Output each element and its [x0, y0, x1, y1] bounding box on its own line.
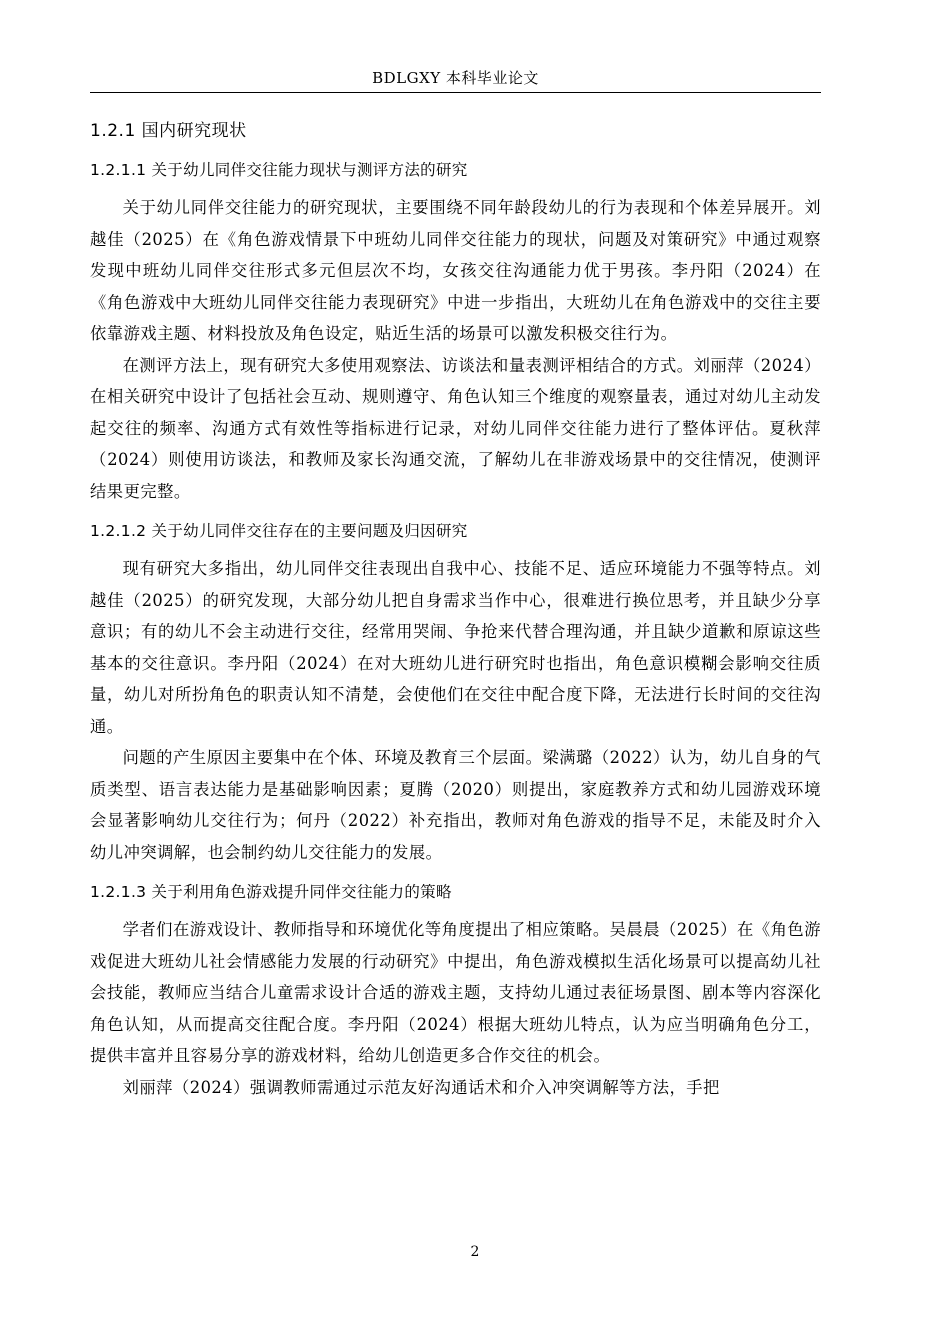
section-heading-1-2-1-3: 1.2.1.3 关于利用角色游戏提升同伴交往能力的策略	[90, 883, 452, 901]
header-divider	[90, 92, 821, 93]
section-heading-1-2-1-2: 1.2.1.2 关于幼儿同伴交往存在的主要问题及归因研究	[90, 522, 468, 540]
document-body	[90, 112, 821, 1103]
paragraph: 学者们在游戏设计、教师指导和环境优化等角度提出了相应策略。吴晨晨（2025）在《角色游戏促进大班幼儿社会情感能力发展的行动研究》中提出，角色游戏模拟生活化场景可以提高幼儿社会技能，教师应当结合儿童需求设计合适的游戏主题，支持幼儿通过表征场景图、剧本等内容深化角色认知，从而提高交往配合度。李丹阳（2024）根据大班幼儿特点，认为应当明确角色分工，提供丰富并且容易分享的游戏材料，给幼儿创造更多合作交往的机会。	[90, 920, 821, 1065]
paragraph: 在测评方法上，现有研究大多使用观察法、访谈法和量表测评相结合的方式。刘丽萍（2024）在相关研究中设计了包括社会互动、规则遵守、角色认知三个维度的观察量表，通过对幼儿主动发起交往的频率、沟通方式有效性等指标进行记录，对幼儿同伴交往能力进行了整体评估。夏秋萍（2024）则使用访谈法，和教师及家长沟通交流，了解幼儿在非游戏场景中的交往情况，使测评结果更完整。	[90, 355, 821, 501]
section-heading-1-2-1-1: 1.2.1.1 关于幼儿同伴交往能力现状与测评方法的研究	[90, 161, 468, 179]
paragraph: 现有研究大多指出，幼儿同伴交往表现出自我中心、技能不足、适应环境能力不强等特点。刘越佳（2025）的研究发现，大部分幼儿把自身需求当作中心，很难进行换位思考，并且缺少分享意识；有的幼儿不会主动进行交往，经常用哭闹、争抢来代替合理沟通，并且缺少道歉和原谅这些基本的交往意识。李丹阳（2024）在对大班幼儿进行研究时也指出，角色意识模糊会影响交往质量，幼儿对所扮角色的职责认知不清楚，会使他们在交往中配合度下降，无法进行长时间的交往沟通。	[90, 559, 821, 736]
page-number: 2	[470, 1244, 480, 1260]
paragraph: 关于幼儿同伴交往能力的研究现状，主要围绕不同年龄段幼儿的行为表现和个体差异展开。刘越佳（2025）在《角色游戏情景下中班幼儿同伴交往能力的现状，问题及对策研究》中通过观察发现中班幼儿同伴交往形式多元但层次不均，女孩交往沟通能力优于男孩。李丹阳（2024）在《角色游戏中大班幼儿同伴交往能力表现研究》中进一步指出，大班幼儿在角色游戏中的交往主要依靠游戏主题、材料投放及角色设定，贴近生活的场景可以激发积极交往行为。	[90, 198, 821, 343]
paragraph: 问题的产生原因主要集中在个体、环境及教育三个层面。梁满璐（2022）认为，幼儿自身的气质类型、语言表达能力是基础影响因素；夏腾（2020）则提出，家庭教养方式和幼儿园游戏环境会显著影响幼儿交往行为；何丹（2022）补充指出，教师对角色游戏的指导不足，未能及时介入幼儿冲突调解，也会制约幼儿交往能力的发展。	[90, 748, 821, 862]
paragraph: 刘丽萍（2024）强调教师需通过示范友好沟通话术和介入冲突调解等方法，手把	[122, 1077, 720, 1097]
page-header-title: BDLGXY 本科毕业论文	[372, 69, 539, 87]
section-heading-1-2-1: 1.2.1 国内研究现状	[90, 121, 247, 141]
